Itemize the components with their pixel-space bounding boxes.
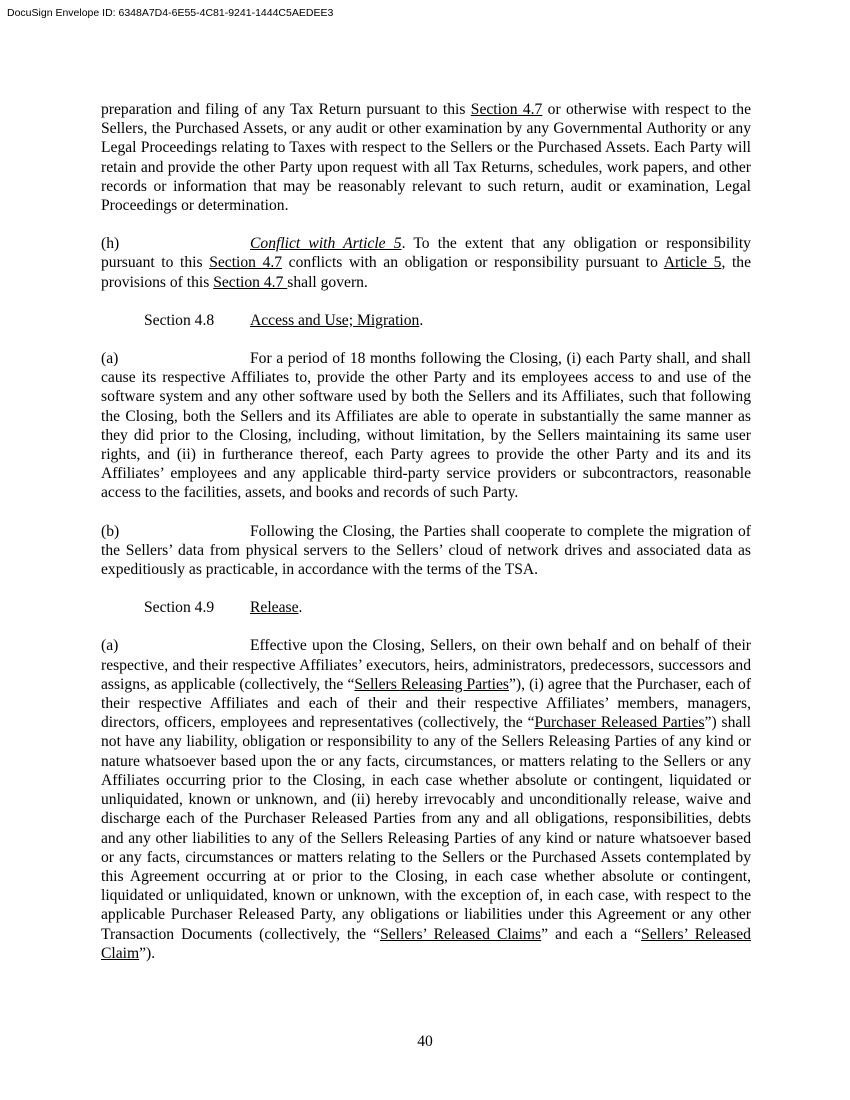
section-title: Release	[250, 599, 299, 617]
paragraph-g-continuation	[101, 100, 751, 215]
paragraph-4-9-a	[101, 636, 751, 962]
text: Effective upon the Closing, Sellers, on their own behalf and on behalf of their respective, and their respective Affiliates’ executors, heirs, administrators, predecessors, successors and assigns, as applicable (collectively, the “	[101, 637, 751, 693]
section-number: Section 4.8	[144, 311, 215, 329]
section-number: Section 4.9	[144, 599, 215, 617]
text: ”), (i) agree that the Purchaser, each of their respective Affiliates and each of their and their respective Affiliates’ members, managers, directors, officers, employees and representatives (collectively, the “	[101, 675, 752, 732]
section-heading-4-8	[101, 311, 751, 330]
section-ref-4-7: Section 4.7	[213, 273, 288, 291]
paragraph-label: (a)	[101, 350, 119, 368]
defined-term: Sellers’ Released Claim	[101, 925, 751, 962]
paragraph-4-8-a	[101, 349, 751, 503]
paragraph-label: (b)	[101, 522, 120, 540]
text: . To the extent that any obligation or responsibility pursuant to this	[101, 235, 751, 272]
paragraph-h	[101, 234, 751, 292]
article-ref-5: Article 5	[663, 254, 722, 272]
paragraph-heading: Conflict with Article 5	[250, 235, 402, 253]
defined-term: Sellers Releasing Parties	[354, 675, 509, 693]
text: Following the Closing, the Parties shall cooperate to complete the migration of the Sellers’ data from physical servers to the Sellers’ cloud of network drives and associated data as expeditiously as practicable, in accordance with the terms of the TSA.	[101, 522, 751, 579]
docusign-envelope-id: DocuSign Envelope ID: 6348A7D4-6E55-4C81-9241-1444C5AEDEE3	[7, 7, 334, 19]
defined-term: Purchaser Released Parties	[534, 714, 705, 732]
text: conflicts with an obligation or responsibility pursuant to	[282, 254, 664, 272]
paragraph-4-8-b	[101, 522, 751, 580]
section-ref-4-7: Section 4.7	[470, 101, 543, 118]
text: ” and each a “	[541, 925, 642, 943]
document-body	[101, 100, 751, 963]
text: .	[419, 311, 424, 329]
text: , the provisions of this	[101, 254, 751, 291]
paragraph-label: (h)	[101, 235, 120, 253]
text: ”).	[139, 944, 156, 962]
section-ref-4-7: Section 4.7	[209, 254, 283, 272]
text: preparation and filing of any Tax Return pursuant to this	[101, 101, 471, 118]
text: shall govern.	[287, 273, 368, 291]
text: .	[298, 599, 303, 617]
section-heading-4-9	[101, 598, 751, 617]
paragraph-label: (a)	[101, 637, 119, 655]
text: ”) shall not have any liability, obligation or responsibility to any of the Sellers Releasing Parties of any kind or nature whatsoever based upon the or any facts, circumstances, or matters relating to the Sellers or any Affiliates occurring prior to the Closing, in each case whether absolute or contingent, liquidated or unliquidated, known or unknown, and (ii) hereby irrevocably and unconditionally release, waive and discharge each of the Purchaser Released Parties from any and all obligations, responsibilities, debts and any other liabilities to any of the Sellers Releasing Parties of any kind or nature whatsoever based or any facts, circumstances or matters relating to the Sellers or the Purchased Assets contemplated by this Agreement occurring at or prior to the Closing, in each case whether absolute or contingent, liquidated or unliquidated, known or unknown, with the exception of, in each case, with respect to the applicable Purchaser Released Party, any obligations or liabilities under this Agreement or any other Transaction Documents (collectively, the “	[101, 714, 751, 943]
text: For a period of 18 months following the Closing, (i) each Party shall, and shall cause its respective Affiliates to, provide the other Party and its employees access to and use of the software system and any other software used by both the Sellers and its Affiliates, such that following the Closing, both the Sellers and its Affiliates are able to operate in substantially the same manner as they did prior to the Closing, including, without limitation, by the Sellers maintaining its same user rights, and (ii) in furtherance thereof, each Party agrees to provide the other Party and its and its Affiliates’ employees and any applicable third-party service providers or subcontractors, reasonable access to the facilities, assets, and books and records of such Party.	[101, 350, 751, 502]
defined-term: Sellers’ Released Claims	[380, 925, 542, 943]
text: or otherwise with respect to the Sellers, the Purchased Assets, or any audit or other examination by any Governmental Authority or any Legal Proceedings relating to Taxes with respect to the Sellers or the Purchased Assets. Each Party will retain and provide the other Party upon request with all Tax Returns, schedules, work papers, and other records or information that may be reasonably relevant to such return, audit or examination, Legal Proceedings or determination.	[101, 101, 751, 215]
page-number: 40	[417, 1033, 433, 1050]
section-title: Access and Use; Migration	[250, 311, 420, 329]
